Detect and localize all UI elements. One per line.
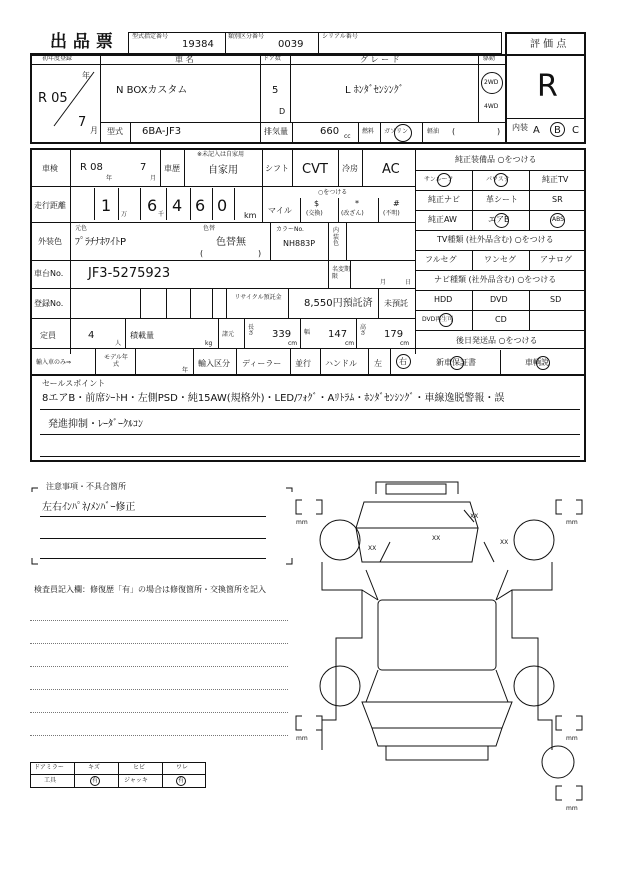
navi-title: ナビ種類 (社外品含む) ○をつける [434,275,557,284]
nc-day-unit: 日 [405,279,412,286]
mileage-digit-1: 1 [101,196,112,215]
insp-year-unit: 年 [106,175,113,182]
width-label: 幅 [304,329,311,336]
length-value: 339 [272,329,292,340]
opt-power-steering: パワステ [486,176,510,183]
import-parallel-option: 並行 [295,359,311,368]
navi-sd: SD [550,295,562,304]
nc-month-unit: 月 [380,279,387,286]
damage-mark-center: XX [432,535,441,542]
shift-value: CVT [302,162,328,177]
doors-label: ドア数 [263,55,281,62]
mileage-km-unit: km [244,211,257,220]
model-label: 型式 [107,127,123,136]
car-name: N BOXカスタム [116,85,188,96]
usage-value: 自家用 [208,165,238,176]
notes-label: 注意事項・不具合箇所 [46,482,126,491]
notes-line-1: 左右ｲﾝﾊﾟﾈ/ﾒﾝﾊﾞｰ修正 [42,502,136,513]
class-no-label: 類別区分番号 [228,33,265,40]
doors-value: 5 [272,85,279,96]
opt-abs: ABS [552,216,564,223]
ac-label: 冷房 [342,164,358,173]
interior-b: B [554,125,561,136]
damage-mark-front: XX [470,513,479,520]
damage-mark-right: XX [500,539,509,546]
navi-hdd: HDD [434,295,453,304]
month-unit: 月 [90,126,98,135]
chassis-label: 車台No. [34,269,64,278]
mileage-digit-2: 6 [147,196,158,215]
insp-month-unit: 月 [150,175,157,182]
width-value: 147 [328,329,348,340]
sales-point-line-2: 発進抑制・ﾚｰﾀﾞｰｸﾙｺﾝ [48,419,143,430]
sales-point-line-1: 8エアB・前席ｼｰﾄH・左側PSD・純15AW(規格外)・LED/ﾌｫｸﾞ・Aﾘﾄﾗﾑ・ﾎﾝﾀﾞｾﾝｼﾝｸﾞ・車線逸脱警報・誤 [42,393,505,404]
form-no-label: 型式指定番号 [132,33,169,40]
opt-sr: SR [552,195,563,204]
mm-rear-right: mm [566,735,578,742]
color-paren-right: ) [258,249,262,258]
mm-spare: mm [566,805,578,812]
length-label: 長さ [248,324,255,337]
fuel-diesel: 軽油 [427,128,440,135]
mm-front-right: mm [566,519,578,526]
load-label: 積載量 [130,331,154,340]
circle-note: ○をつける [318,189,348,196]
damage-mark-left: XX [368,545,377,552]
exchange-option: (交換) [306,210,323,217]
media-dvd-play: DVD再生可 [422,316,454,323]
orig-color-label: 元色 [75,225,88,232]
drive-2wd: 2WD [484,79,499,86]
star-mark: * [355,199,359,208]
mileage-sen-unit: 千 [158,211,165,218]
door-suffix: D [279,107,286,116]
first-reg-era: R 05 [38,91,68,106]
height-label: 高さ [360,324,367,337]
mileage-digit-5: 0 [217,196,228,215]
dims-label: 諸元 [222,331,235,338]
tv-oneseg: ワンセグ [484,255,516,264]
recycle-value: 8,550円預託済 [304,298,373,309]
inspection-value: R 08 [80,162,103,173]
interior-color-label: 内装色 [333,227,340,248]
fuel-label: 燃料 [362,128,375,135]
ac-value: AC [382,162,400,177]
opt-genuine-navi: 純正ナビ [428,195,460,204]
legend-tools-yes: 有 [92,777,99,784]
unknown-option: (不明) [383,210,400,217]
legend-scratch: キズ [88,764,100,771]
handle-right-option: 右 [399,357,407,366]
header-title: 出 品 票 [50,32,113,52]
displacement-value: 660 [320,126,340,137]
legend-door-mirror: ドアミラー [34,764,64,771]
opt-genuine-tv: 純正TV [542,175,569,184]
chassis-value: JF3-5275923 [88,266,171,281]
mile-option: マイル [268,206,292,215]
drive-4wd: 4WD [484,103,499,110]
capacity-value: 4 [88,330,95,341]
handle-label: ハンドル [325,359,357,368]
displacement-label: 排気量 [264,127,288,136]
capacity-label: 定員 [40,331,56,340]
usage-note: ※未記入は自家用 [197,151,245,158]
mileage-digit-4: 6 [195,196,206,215]
tv-fullseg: フルセグ [425,255,457,264]
options-title: 純正装備品 ○をつける [455,155,537,164]
mm-front-left: mm [296,519,308,526]
car-damage-diagram [286,470,586,810]
legend-jack: ジャッキ [124,777,148,784]
inspection-label: 車検 [42,164,58,173]
registration-label: 登録No. [34,299,64,308]
import-dealer-option: ディーラー [242,359,282,368]
color-no-label: カラーNo. [276,226,304,233]
legend-jack-yes: 有 [178,777,185,784]
interior-label: 内装 [512,123,528,132]
hash-mark: # [393,199,400,208]
opt-airbag: エアB [488,215,510,224]
interior-c: C [572,125,579,136]
mileage-label: 走行距離 [34,201,66,210]
score-label: 評 価 点 [530,39,567,50]
width-cm: cm [345,340,355,347]
altered-option: (改ざん) [341,210,364,217]
model-value: 6BA-JF3 [142,126,182,137]
grade-value: L ﾎﾝﾀﾞｾﾝｼﾝｸﾞ [345,85,404,96]
mm-rear-left: mm [296,735,308,742]
height-value: 179 [384,329,404,340]
color-label: 外装色 [38,237,62,246]
name-change-label: 名変期限 [332,266,351,281]
length-cm: cm [288,340,298,347]
inspector-note: 検査員記入欄：修復歴「有」の場合は修復箇所・交換箇所を記入 [34,585,266,594]
notes-frame [28,486,298,568]
usage-label: 車歴 [164,164,180,173]
grade-label: グ レ ー ド [360,55,400,64]
import-label: 輸入車のみ⇒ [36,359,72,366]
later-warranty: 新車保証書 [436,358,476,367]
shift-label: シフト [265,164,289,173]
dollar-mark: $ [314,199,320,208]
model-year-label: モデル年式 [104,354,128,369]
bracket-left: ( [452,127,456,136]
opt-genuine-aw: 純正AW [428,215,457,224]
import-class-label: 輸入区分 [198,359,230,368]
handle-left-option: 左 [374,359,382,368]
class-no: 0039 [278,39,304,50]
cc-unit: cc [344,133,351,140]
fuel-gasoline: ガソリン [384,128,409,135]
opt-sunroof: サンルーフ [424,176,454,183]
opt-leather-seat: 革シート [486,195,518,204]
tv-analog: アナログ [540,255,572,264]
orig-color-value: ﾌﾟﾗﾁﾅﾎﾜｲﾄP [75,237,127,248]
first-reg-month: 7 [78,115,87,130]
sales-point-label: セールスポイント [42,379,106,388]
model-year-unit: 年 [182,367,189,374]
height-cm: cm [400,340,410,347]
legend-tools: 工具 [44,777,57,784]
first-reg-divider [50,68,100,130]
car-name-label: 車 名 [175,55,194,64]
later-title: 後日発送品 ○をつける [456,336,538,345]
color-no-value: NH883P [283,239,316,248]
recycle-label: リサイクル預託金 [234,294,282,301]
drive-label: 駆動 [483,55,496,62]
legend-crack: ヒビ [133,764,146,771]
color-change-label: 色替 [203,225,216,232]
year-unit: 年 [82,71,90,80]
navi-dvd: DVD [490,295,508,304]
later-manual: 車輌説 [525,358,549,367]
form-no: 19384 [182,39,214,50]
mileage-digit-3: 4 [172,196,183,215]
color-paren-left: ( [200,249,204,258]
tv-title: TV種類 (社外品含む) ○をつける [437,235,554,244]
legend-break: ワレ [176,764,189,771]
color-change-value: 色替無 [216,237,246,248]
media-cd: CD [495,315,507,324]
kg-unit: kg [205,340,213,347]
person-unit: 人 [115,340,122,347]
bracket-right: ) [497,127,501,136]
interior-a: A [533,125,540,136]
recycle-none-option: 未預託 [384,299,408,308]
first-reg-label: 初年度登録 [42,55,73,62]
serial-label: シリアル番号 [322,33,358,40]
score-value: R [537,69,558,104]
mileage-man-unit: 万 [121,211,128,218]
inspection-month: 7 [140,162,147,173]
